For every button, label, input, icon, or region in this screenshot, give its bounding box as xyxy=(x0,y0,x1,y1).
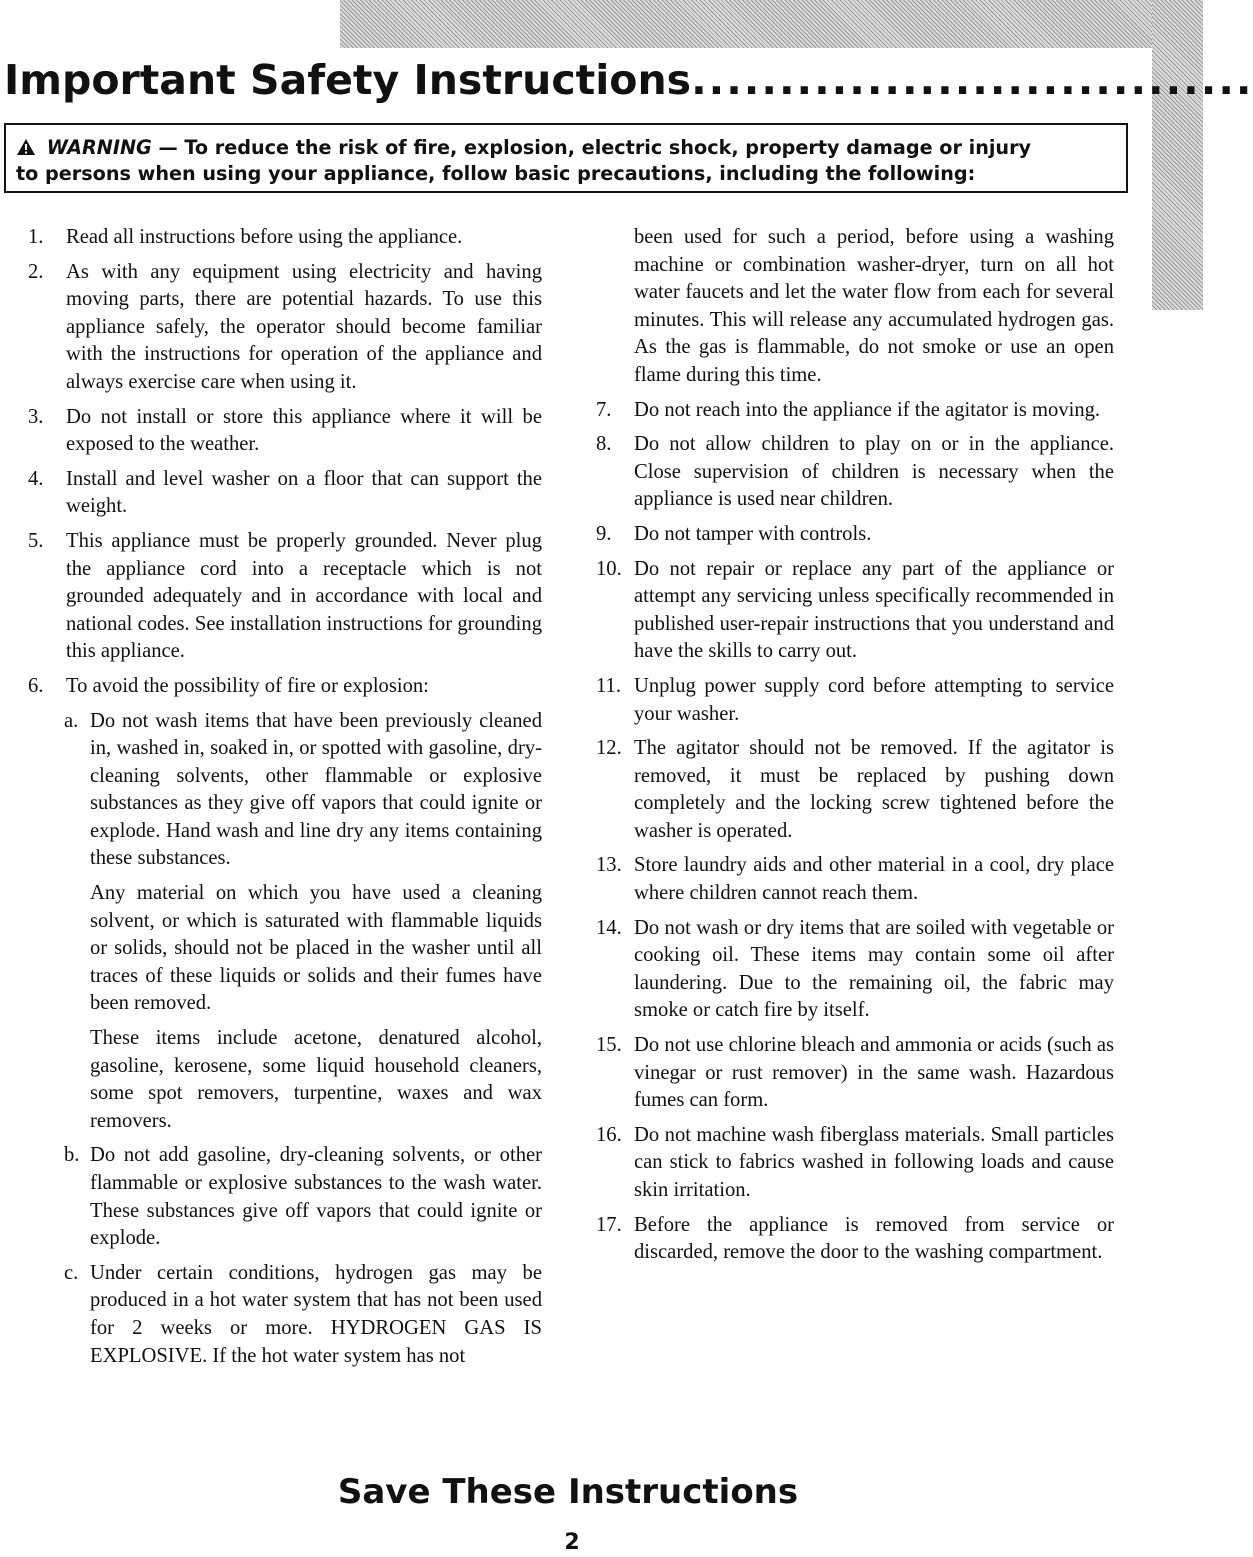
instruction-item-4 xyxy=(28,466,542,521)
warning-line-1 xyxy=(16,135,1118,161)
item-text: Store laundry aids and other material in a cool, dry place where children cannot reach them. xyxy=(634,854,1114,905)
sub-item-text: Under certain conditions, hydrogen gas may be produced in a hot water system that has not been used for 2 weeks or more. HYDROGEN GAS IS EXPLOSIVE. If the hot water system has not xyxy=(90,1261,542,1367)
sub-item-text: Do not add gasoline, dry-cleaning solvents, or other flammable or explosive substances to the wash water. These substances give off vapors that could ignite or explode. xyxy=(90,1144,542,1250)
warning-box xyxy=(4,123,1128,193)
instruction-item-16 xyxy=(596,1122,1114,1205)
instruction-item-11 xyxy=(596,673,1114,728)
instruction-item-5 xyxy=(28,528,542,666)
page-title-text: Important Safety Instructions xyxy=(4,56,692,104)
instruction-item-1 xyxy=(28,224,542,252)
item-number: 15. xyxy=(596,1034,622,1057)
sub-item-c-continuation: been used for such a period, before using a washing machine or combination washer-dryer, turn on all hot water faucets and let the water flow from each for several minutes. This will release any accumulated hydrogen gas. As the gas is flammable, do not smoke or use an open flame during this time. xyxy=(634,226,1114,386)
warning-label: WARNING xyxy=(46,136,152,159)
sub-item-a-paragraph-1: Any material on which you have used a cleaning solvent, or which is saturated with flammable liquids or solids, should not be placed in the washer until all traces of these liquids or solids and their fumes have been removed. xyxy=(90,882,542,1015)
item-number: 10. xyxy=(596,557,622,580)
item-text: Read all instructions before using the appliance. xyxy=(66,226,463,248)
instruction-item-10 xyxy=(596,556,1114,666)
item-number: 4. xyxy=(28,467,44,490)
item-text: Do not wash or dry items that are soiled with vegetable or cooking oil. These items may contain some oil after laundering. Due to the remaining oil, the fabric may smoke or catch fire by itself. xyxy=(634,916,1114,1022)
title-dot-leader: ................................ xyxy=(691,56,1253,104)
item-text: Do not install or store this appliance where it will be exposed to the weather. xyxy=(66,405,542,456)
warning-text-line-2: to persons when using your appliance, follow basic precautions, including the following: xyxy=(16,162,976,185)
item-number: 5. xyxy=(28,529,44,552)
page-number: 2 xyxy=(564,1530,580,1555)
item-text: Do not reach into the appliance if the agitator is moving. xyxy=(634,398,1101,421)
save-instructions-title: Save These Instructions xyxy=(337,1472,799,1512)
item-number: 13. xyxy=(596,854,622,877)
instruction-item-14 xyxy=(596,915,1114,1025)
item-text: Do not tamper with controls. xyxy=(634,522,872,545)
item-number: 2. xyxy=(28,260,44,283)
instruction-item-17 xyxy=(596,1212,1114,1267)
item-number: 3. xyxy=(28,405,44,428)
instruction-item-7 xyxy=(596,397,1114,425)
left-column xyxy=(28,224,542,1377)
instruction-item-6 xyxy=(28,673,542,701)
item-text: Unplug power supply cord before attempting to service your washer. xyxy=(634,674,1114,725)
item-number: 14. xyxy=(596,916,622,939)
warning-triangle-icon xyxy=(16,138,36,156)
sub-item-a-paragraph-2: These items include acetone, denatured alcohol, gasoline, kerosene, some liquid household cleaners, some spot removers, turpentine, waxes and wax removers. xyxy=(90,1027,542,1132)
instruction-item-13 xyxy=(596,852,1114,907)
item-text: As with any equipment using electricity and having moving parts, there are potential hazards. To use this appliance safely, the operator should become familiar with the instructions for operation of the appliance and always exercise care when using it. xyxy=(66,260,542,393)
item-text: Do not use chlorine bleach and ammonia or acids (such as vinegar or rust remover) in the same wash. Hazardous fumes can form. xyxy=(634,1034,1114,1112)
item-number: 6. xyxy=(28,674,44,697)
sub-item-b xyxy=(28,1142,542,1252)
item-text: Install and level washer on a floor that can support the weight. xyxy=(66,467,542,518)
side-shading xyxy=(1152,0,1203,310)
item-text: This appliance must be properly grounded. Never plug the appliance cord into a receptacle which is not grounded adequately and in accordance with local and national codes. See installation instructions for grounding this appliance. xyxy=(66,529,542,663)
header-shading xyxy=(340,0,1203,48)
item-number: 9. xyxy=(596,522,612,545)
item-number: 11. xyxy=(596,674,621,697)
sub-item-letter: b. xyxy=(64,1144,80,1167)
instruction-item-15 xyxy=(596,1032,1114,1115)
item-text: Do not allow children to play on or in the appliance. Close supervision of children is necessary when the appliance is used near children. xyxy=(634,433,1114,511)
item-text: The agitator should not be removed. If the agitator is removed, it must be replaced by pushing down completely and the locking screw tightened before the washer is operated. xyxy=(634,737,1114,842)
sub-item-a xyxy=(28,708,542,874)
sub-item-letter: c. xyxy=(64,1261,79,1284)
item-text: Do not machine wash fiberglass materials. Small particles can stick to fabrics washed in following loads and cause skin irritation. xyxy=(634,1123,1114,1201)
sub-item-text: Do not wash items that have been previously cleaned in, washed in, soaked in, or spotted with gasoline, dry-cleaning solvents, other flammable or explosive substances as they give off vapors that could ignite or explode. Hand wash and line dry any items containing these substances. xyxy=(90,709,542,870)
instruction-item-9 xyxy=(596,521,1114,549)
sub-item-letter: a. xyxy=(64,709,79,732)
right-column xyxy=(596,224,1114,1274)
item-number: 12. xyxy=(596,737,622,760)
instruction-item-8 xyxy=(596,431,1114,514)
item-number: 16. xyxy=(596,1123,622,1146)
instruction-item-2 xyxy=(28,259,542,397)
item-number: 17. xyxy=(596,1213,622,1236)
item-text: Do not repair or replace any part of the appliance or attempt any servicing unless specifically recommended in published user-repair instructions that you understand and have the skills to carry out. xyxy=(634,557,1114,663)
item-text: Before the appliance is removed from service or discarded, remove the door to the washing compartment. xyxy=(634,1213,1114,1264)
instruction-item-12 xyxy=(596,735,1114,845)
instruction-item-3 xyxy=(28,404,542,459)
item-number: 1. xyxy=(28,226,44,248)
item-number: 7. xyxy=(596,398,612,421)
sub-item-c xyxy=(28,1260,542,1370)
page-title xyxy=(4,54,1253,106)
item-text: To avoid the possibility of fire or explosion: xyxy=(66,674,429,697)
item-number: 8. xyxy=(596,433,612,456)
warning-text-line-1: — To reduce the risk of fire, explosion, electric shock, property damage or injury xyxy=(158,136,1032,159)
